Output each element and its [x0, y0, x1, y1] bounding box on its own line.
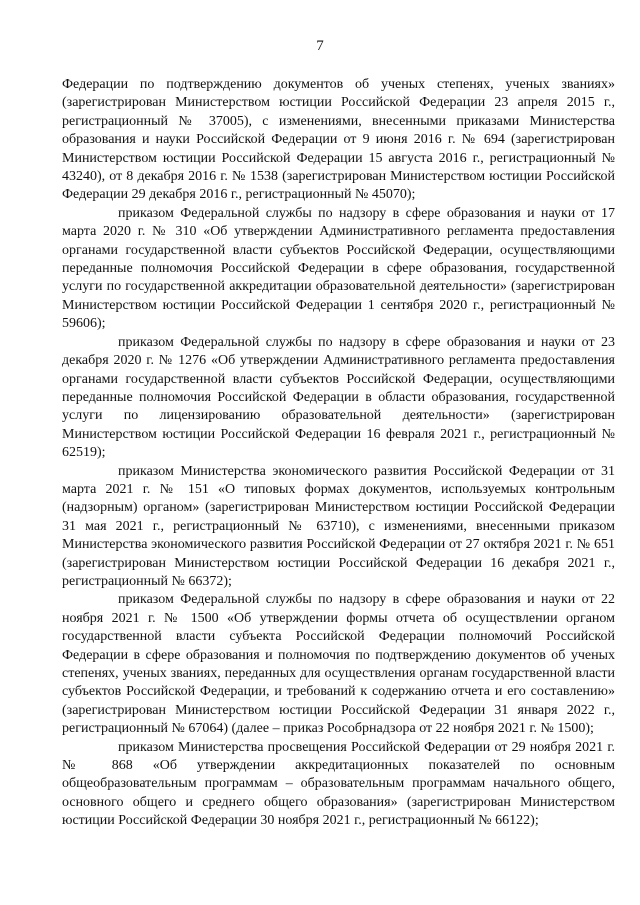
document-body	[62, 76, 615, 831]
paragraph-order-868: приказом Министерства просвещения Российской Федерации от 29 ноября 2021 г. № 868 «Об утверждении аккредитационных показателей по основным общеобразовательным программам – образовательным программам начального общего, основного общего и среднего общего образования» (зарегистрирован Министерством юстиции Российской Федерации 30 ноября 2021 г., регистрационный № 66122);	[62, 739, 615, 829]
paragraph-continuation: Федерации по подтверждению документов об ученых степенях, ученых званиях» (зарегистрирован Министерством юстиции Российской Федерации 23 апреля 2015 г., регистрационный № 37005), с изменениями, внесенными приказами Министерства образования и науки Российской Федерации от 9 июня 2016 г. № 694 (зарегистрирован Министерством юстиции Российской Федерации 15 августа 2016 г., регистрационный № 43240), от 8 декабря 2016 г. № 1538 (зарегистрирован Министерством юстиции Российской Федерации 29 декабря 2016 г., регистрационный № 45070);	[62, 77, 615, 203]
paragraph-order-1276: приказом Федеральной службы по надзору в сфере образования и науки от 23 декабря 2020 г. № 1276 «Об утверждении Административного регламента предоставления органами государственной власти субъектов Российской Федерации, осуществляющими переданные полномочия Российской Федерации в области образования, государственной услуги по лицензированию образовательной деятельности» (зарегистрирован Министерством юстиции Российской Федерации 16 февраля 2021 г., регистрационный № 62519);	[62, 334, 615, 461]
paragraph-order-151: приказом Министерства экономического развития Российской Федерации от 31 марта 2021 г. № 151 «О типовых формах документов, используемых контрольным (надзорным) органом» (зарегистрирован Министерством юстиции Российской Федерации 31 мая 2021 г., регистрационный № 63710), с изменениями, внесенными приказом Министерства экономического развития Российской Федерации от 27 октября 2021 г. № 651 (зарегистрирован Министерством юстиции Российской Федерации 16 декабря 2021 г., регистрационный № 66372);	[62, 463, 615, 589]
paragraph-order-1500: приказом Федеральной службы по надзору в сфере образования и науки от 22 ноября 2021 г. № 1500 «Об утверждении формы отчета об осуществлении органом государственной власти субъекта Российской Федерации полномочий Российской Федерации в сфере образования и полномочия по подтверждению документов об ученых степенях, ученых званиях, переданных для осуществления органам государственной власти субъектов Российской Федерации, и требований к содержанию отчета и его составлению» (зарегистрирован Министерством юстиции Российской Федерации 31 января 2022 г., регистрационный № 67064) (далее – приказ Рособрнадзора от 22 ноября 2021 г. № 1500);	[62, 592, 615, 737]
page-number: 7	[316, 38, 324, 54]
paragraph-order-310: приказом Федеральной службы по надзору в сфере образования и науки от 17 марта 2020 г. № 310 «Об утверждении Административного регламента предоставления органами государственной власти субъектов Российской Федерации, осуществляющими переданные полномочия Российской Федерации в сфере образования, государственной услуги по государственной аккредитации образовательной деятельности» (зарегистрирован Министерством юстиции Российской Федерации 1 сентября 2020 г., регистрационный № 59606);	[62, 205, 615, 332]
